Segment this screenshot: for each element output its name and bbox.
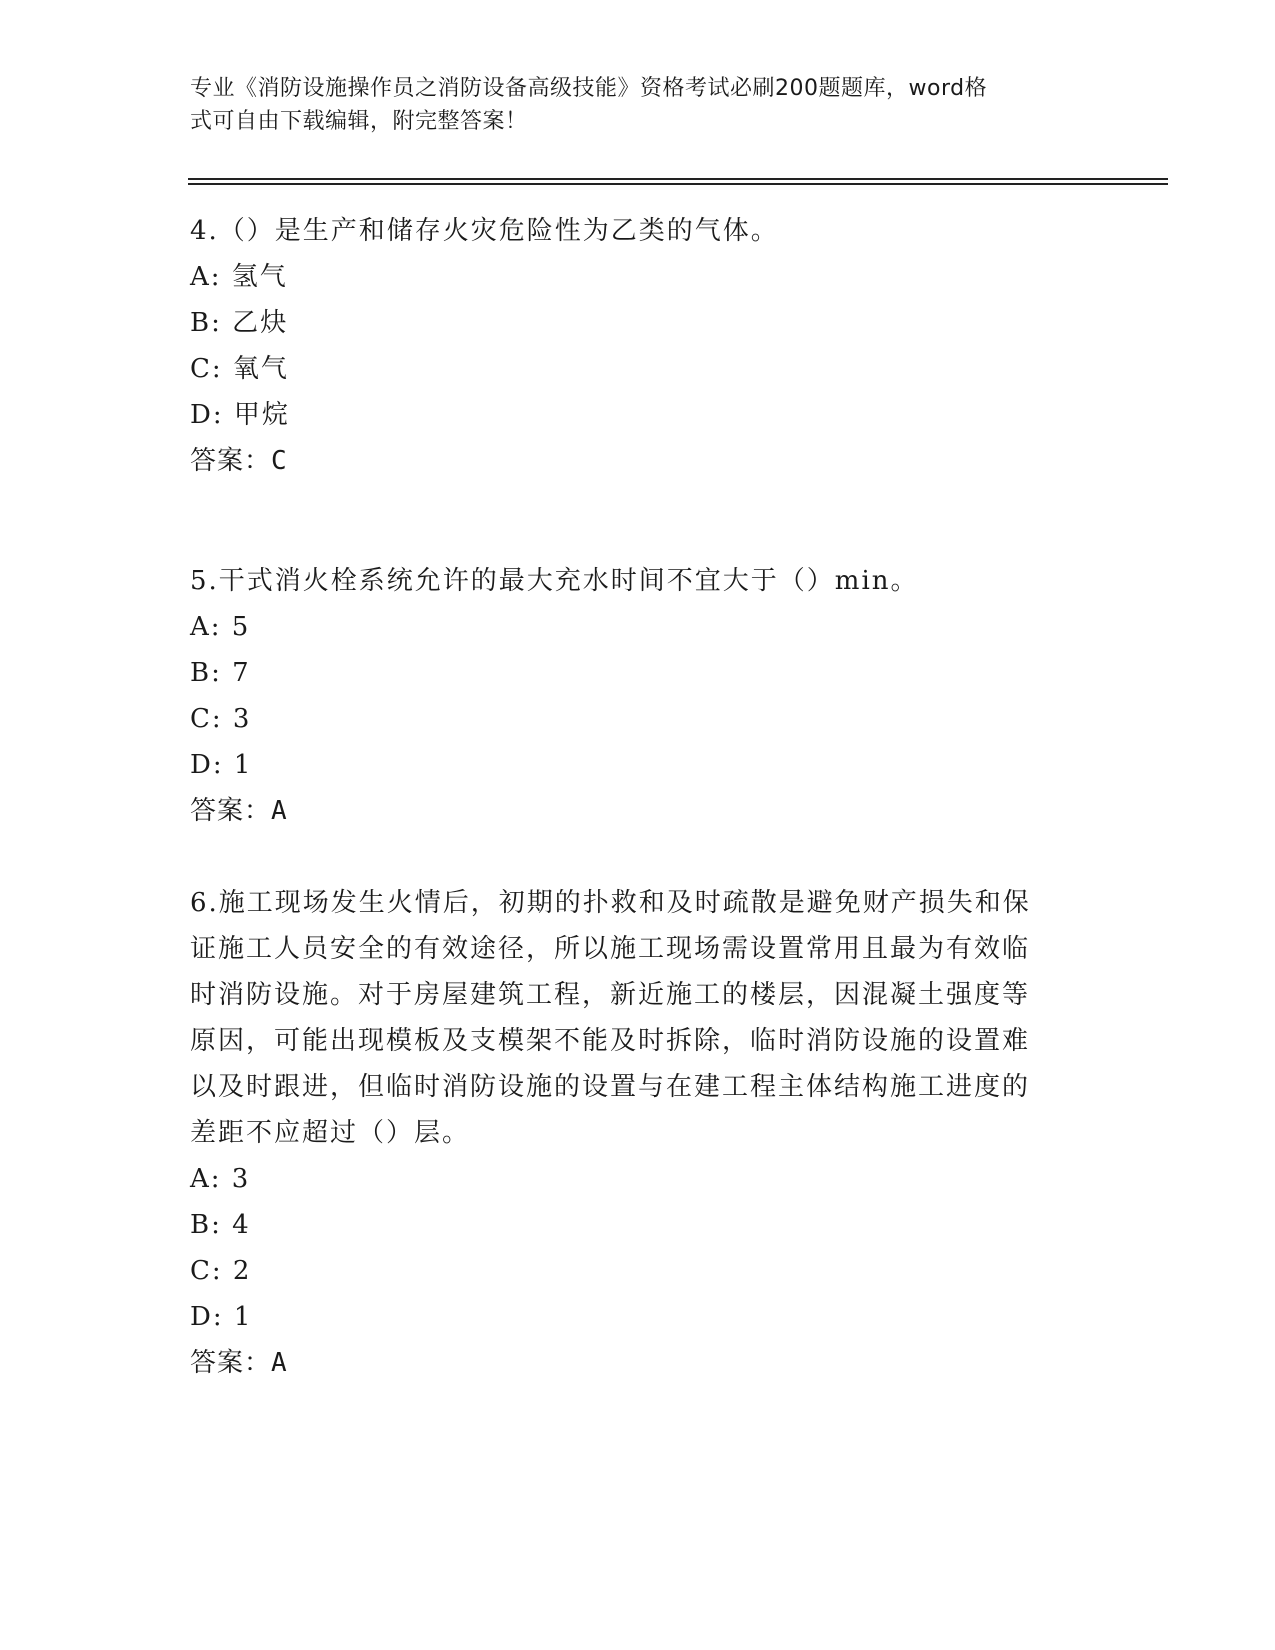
option-b: B: 7	[190, 658, 251, 688]
option-c: C: 2	[190, 1256, 252, 1286]
option-a: A: 5	[190, 612, 251, 642]
question-6	[190, 880, 1070, 1386]
question-4	[190, 208, 1070, 484]
question-stem: 5.干式消火栓系统允许的最大充水时间不宜大于（）min。	[190, 566, 919, 596]
header-divider-top	[188, 178, 1168, 180]
option-c: C: 3	[190, 704, 252, 734]
option-b: B: 乙炔	[190, 308, 289, 338]
option-d: D: 甲烷	[190, 400, 290, 430]
header-line-2: 式可自由下载编辑，附完整答案！	[190, 109, 528, 134]
question-stem: 4.（）是生产和储存火灾危险性为乙类的气体。	[190, 216, 779, 246]
question-5	[190, 558, 1070, 834]
document-header	[190, 72, 1070, 138]
question-stem-line: 6.施工现场发生火情后，初期的扑救和及时疏散是避免财产损失和保	[190, 888, 1031, 918]
option-a: A: 氢气	[190, 262, 288, 292]
header-divider-bottom	[188, 183, 1168, 185]
answer: 答案：A	[190, 1348, 288, 1378]
question-stem-line: 以及时跟进，但临时消防设施的设置与在建工程主体结构施工进度的	[190, 1072, 1031, 1102]
option-a: A: 3	[190, 1164, 251, 1194]
option-c: C: 氧气	[190, 354, 289, 384]
question-stem-line: 时消防设施。对于房屋建筑工程，新近施工的楼层，因混凝土强度等	[190, 980, 1031, 1010]
question-stem-line: 差距不应超过（）层。	[190, 1118, 471, 1148]
question-stem-line: 原因，可能出现模板及支模架不能及时拆除，临时消防设施的设置难	[190, 1026, 1031, 1056]
option-d: D: 1	[190, 1302, 253, 1332]
option-d: D: 1	[190, 750, 253, 780]
header-line-1: 专业《消防设施操作员之消防设备高级技能》资格考试必刷200题题库，word格	[190, 76, 988, 101]
answer: 答案：C	[190, 446, 288, 476]
question-stem-line: 证施工人员安全的有效途径，所以施工现场需设置常用且最为有效临	[190, 934, 1031, 964]
answer: 答案：A	[190, 796, 288, 826]
option-b: B: 4	[190, 1210, 251, 1240]
